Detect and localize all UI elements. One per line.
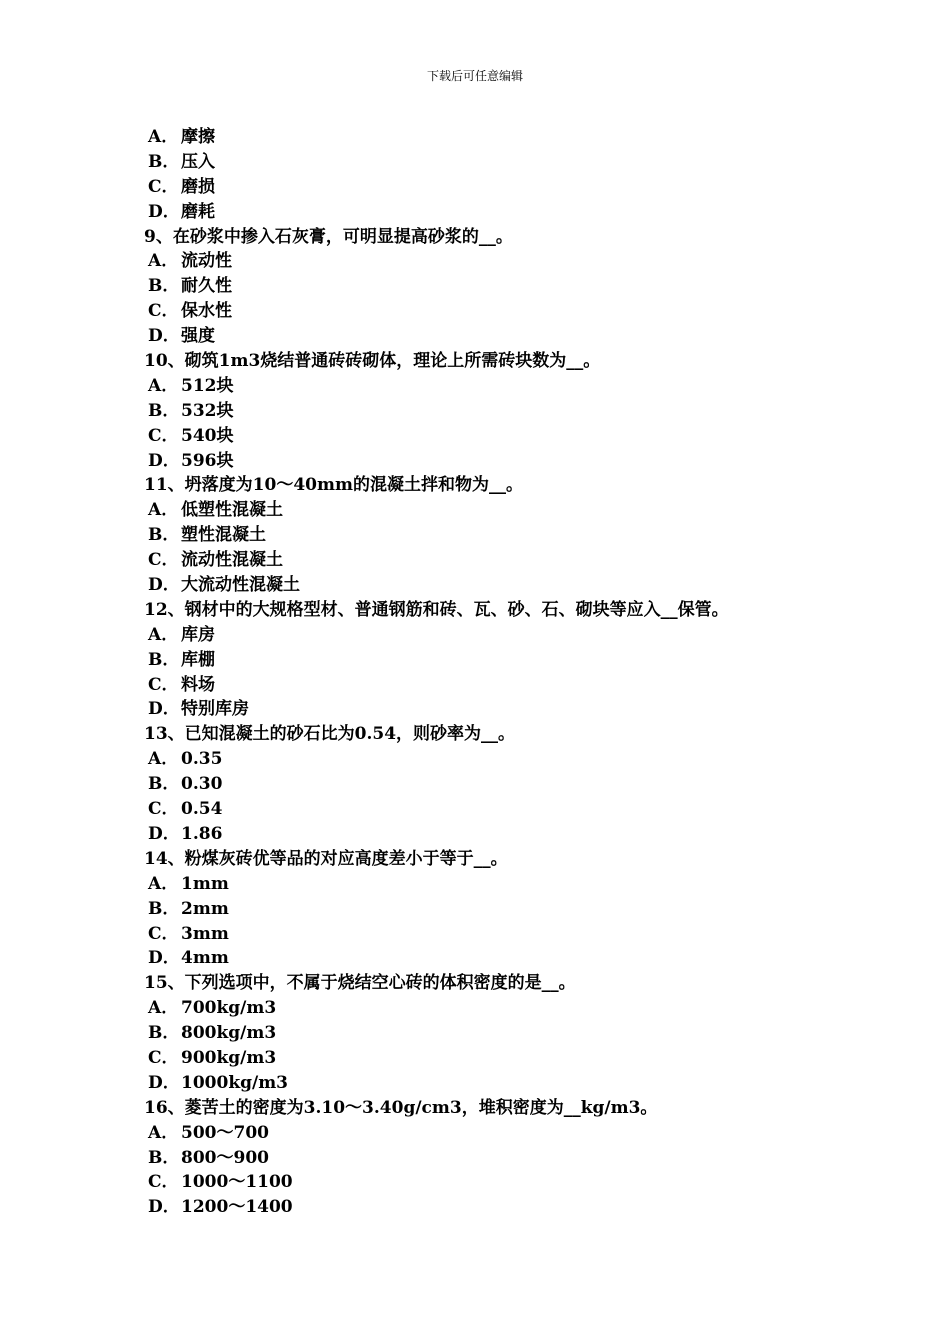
option-text: 1mm (181, 873, 229, 894)
option-letter: D． (148, 823, 180, 844)
option-letter: B． (148, 525, 180, 546)
answer-option (144, 1121, 844, 1146)
document-body (144, 125, 844, 1220)
option-text: 1200～1400 (181, 1197, 293, 1218)
question-text: 12、钢材中的大规格型材、普通钢筋和砖、瓦、砂、石、砌块等应入__保管。 (144, 599, 729, 620)
option-text: 700kg/m3 (181, 998, 277, 1019)
option-letter: B． (148, 1023, 180, 1044)
option-text: 1000kg/m3 (181, 1072, 289, 1093)
option-letter: B． (148, 151, 180, 172)
option-text: 压入 (181, 151, 215, 172)
answer-option (144, 1021, 844, 1046)
answer-option (144, 374, 844, 399)
option-letter: A． (148, 624, 179, 645)
option-letter: C． (148, 176, 179, 197)
answer-option (144, 150, 844, 175)
answer-option (144, 872, 844, 897)
answer-option (144, 249, 844, 274)
answer-option (144, 1195, 844, 1220)
option-text: 磨损 (181, 176, 215, 197)
answer-option (144, 673, 844, 698)
option-letter: B． (148, 400, 180, 421)
answer-option (144, 523, 844, 548)
option-text: 2mm (181, 898, 229, 919)
answer-option (144, 623, 844, 648)
answer-option (144, 399, 844, 424)
option-text: 1.86 (181, 823, 223, 844)
answer-option (144, 922, 844, 947)
option-letter: A． (148, 749, 179, 770)
option-letter: B． (148, 898, 180, 919)
option-text: 532块 (181, 400, 234, 421)
option-letter: C． (148, 799, 179, 820)
option-letter: A． (148, 873, 179, 894)
answer-option (144, 449, 844, 474)
answer-option (144, 1146, 844, 1171)
answer-option (144, 697, 844, 722)
option-letter: D． (148, 326, 180, 347)
option-letter: B． (148, 774, 180, 795)
option-letter: C． (148, 1172, 179, 1193)
option-letter: D． (148, 948, 180, 969)
option-text: 800～900 (181, 1147, 269, 1168)
option-letter: A． (148, 500, 179, 521)
option-text: 料场 (181, 674, 215, 695)
answer-option (144, 175, 844, 200)
option-letter: C． (148, 1047, 179, 1068)
option-text: 596块 (181, 450, 234, 471)
answer-option (144, 648, 844, 673)
option-letter: A． (148, 251, 179, 272)
option-text: 磨耗 (181, 201, 215, 222)
option-letter: D． (148, 450, 180, 471)
question-text: 14、粉煤灰砖优等品的对应高度差小于等于__。 (144, 848, 508, 869)
answer-option (144, 498, 844, 523)
option-letter: B． (148, 276, 180, 297)
option-letter: D． (148, 575, 180, 596)
option-letter: D． (148, 201, 180, 222)
question-text: 9、在砂浆中掺入石灰膏，可明显提高砂浆的__。 (144, 226, 513, 247)
answer-option (144, 573, 844, 598)
option-letter: D． (148, 699, 180, 720)
answer-option (144, 996, 844, 1021)
option-text: 3mm (181, 923, 229, 944)
answer-option (144, 299, 844, 324)
option-letter: C． (148, 301, 179, 322)
option-text: 库棚 (181, 649, 215, 670)
answer-option (144, 1170, 844, 1195)
option-text: 900kg/m3 (181, 1047, 277, 1068)
option-text: 低塑性混凝土 (181, 500, 283, 521)
option-letter: A． (148, 998, 179, 1019)
option-text: 库房 (181, 624, 215, 645)
option-text: 耐久性 (181, 276, 232, 297)
page-header: 下载后可任意编辑 (426, 69, 523, 83)
answer-option (144, 797, 844, 822)
option-text: 500～700 (181, 1122, 269, 1143)
option-text: 540块 (181, 425, 234, 446)
answer-option (144, 1071, 844, 1096)
option-letter: B． (148, 649, 180, 670)
option-text: 1000～1100 (181, 1172, 293, 1193)
option-letter: D． (148, 1197, 180, 1218)
question-text: 10、砌筑1m3烧结普通砖砖砌体，理论上所需砖块数为__。 (144, 351, 601, 372)
answer-option (144, 822, 844, 847)
answer-option (144, 897, 844, 922)
option-text: 流动性混凝土 (181, 550, 283, 571)
answer-option (144, 747, 844, 772)
option-letter: C． (148, 674, 179, 695)
option-text: 保水性 (181, 301, 232, 322)
option-text: 0.30 (181, 774, 223, 795)
question-text: 15、下列选项中，不属于烧结空心砖的体积密度的是__。 (144, 973, 576, 994)
option-letter: C． (148, 550, 179, 571)
option-text: 0.54 (181, 799, 223, 820)
answer-option (144, 200, 844, 225)
option-text: 大流动性混凝土 (181, 575, 300, 596)
option-text: 4mm (181, 948, 229, 969)
option-text: 强度 (181, 326, 215, 347)
answer-option (144, 772, 844, 797)
option-letter: A． (148, 375, 179, 396)
answer-option (144, 324, 844, 349)
option-text: 特别库房 (181, 699, 249, 720)
option-letter: D． (148, 1072, 180, 1093)
option-text: 摩擦 (181, 127, 215, 147)
answer-option (144, 125, 844, 150)
answer-option (144, 1046, 844, 1071)
option-letter: C． (148, 923, 179, 944)
option-letter: B． (148, 1147, 180, 1168)
answer-option (144, 548, 844, 573)
option-letter: A． (148, 127, 179, 147)
option-text: 800kg/m3 (181, 1023, 277, 1044)
answer-option (144, 946, 844, 971)
option-letter: C． (148, 425, 179, 446)
option-text: 0.35 (181, 749, 223, 770)
option-text: 512块 (181, 375, 234, 396)
option-text: 塑性混凝土 (181, 525, 266, 546)
answer-option (144, 424, 844, 449)
question-text: 13、已知混凝土的砂石比为0.54，则砂率为__。 (144, 724, 516, 745)
question-text: 11、坍落度为10～40mm的混凝土拌和物为__。 (144, 475, 523, 496)
option-letter: A． (148, 1122, 179, 1143)
answer-option (144, 274, 844, 299)
question-text: 16、菱苦土的密度为3.10～3.40g/cm3，堆积密度为__kg/m3。 (144, 1097, 658, 1118)
option-text: 流动性 (181, 251, 232, 272)
